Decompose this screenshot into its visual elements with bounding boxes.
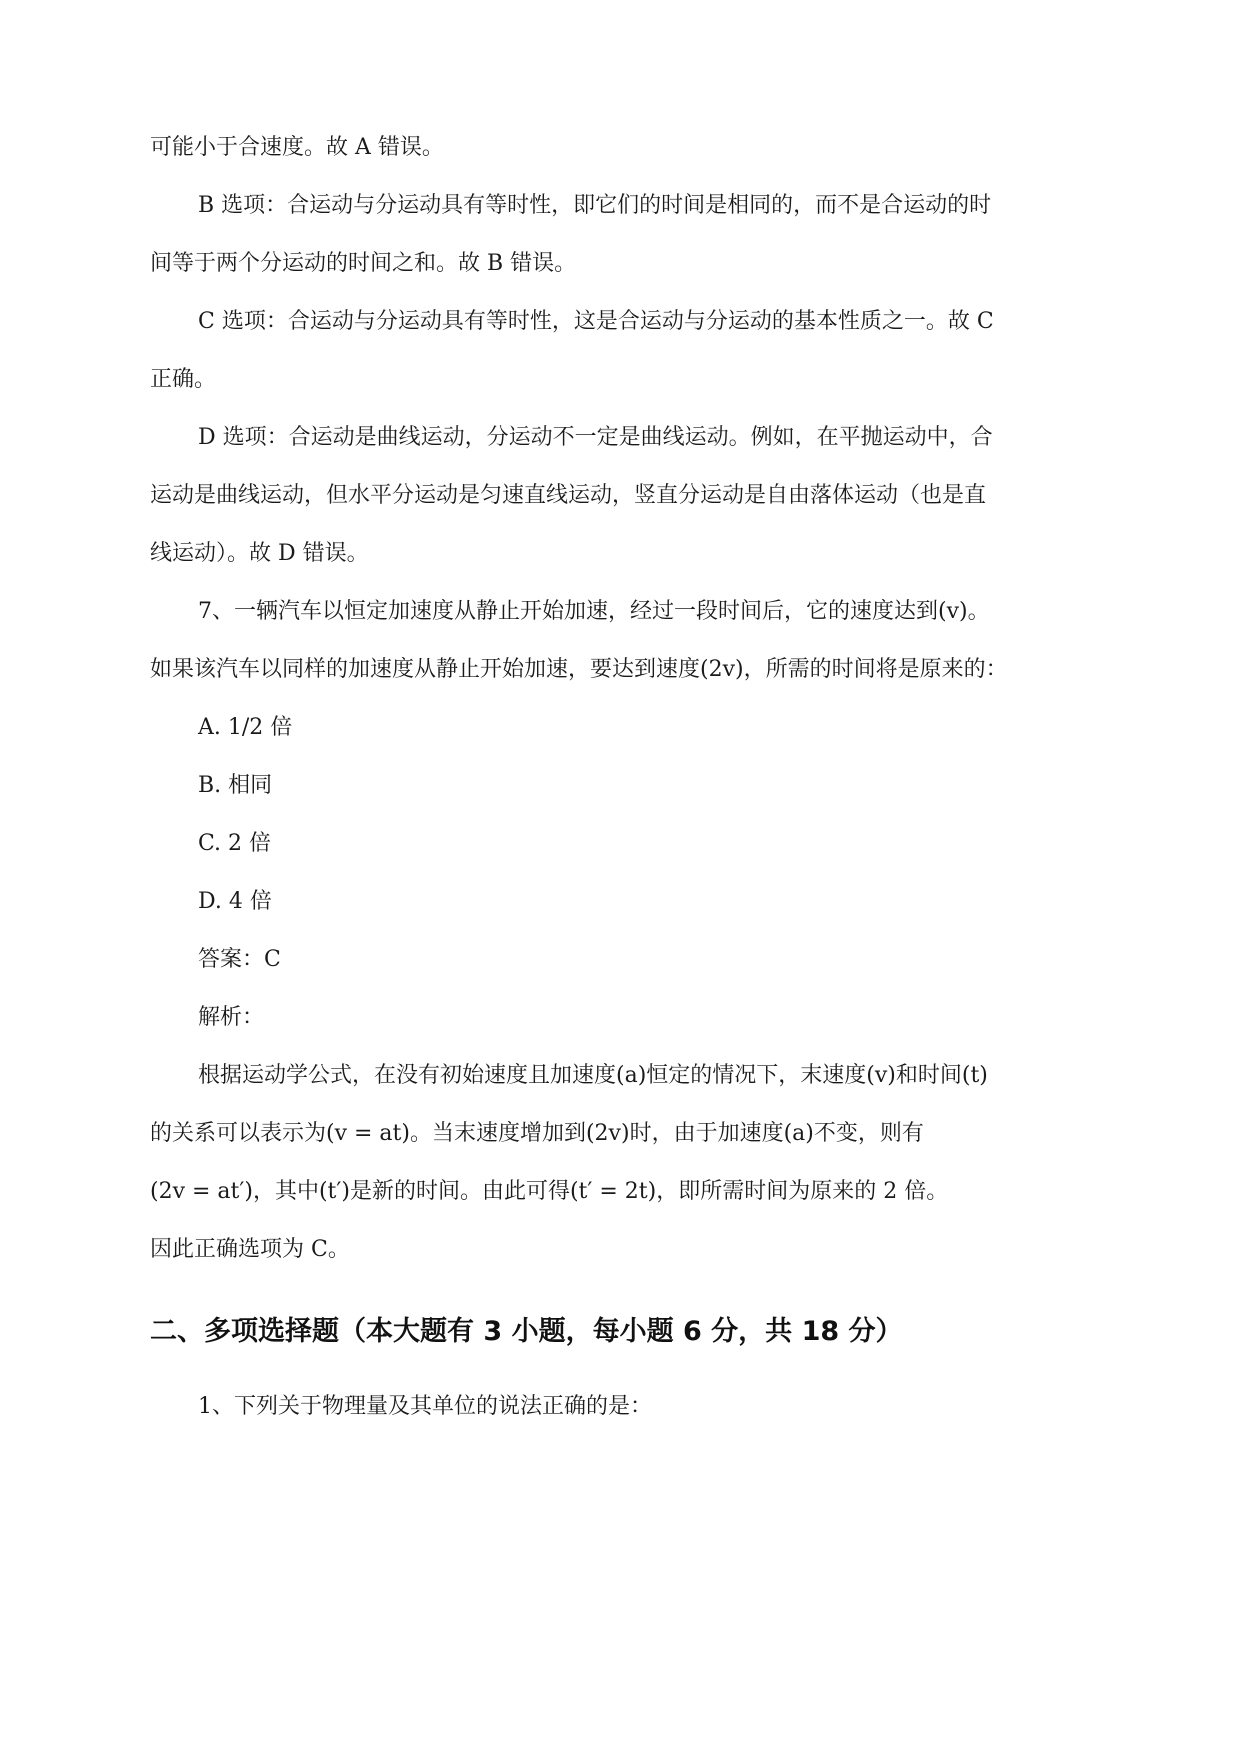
analysis-line-4: 因此正确选项为 C。: [150, 1237, 350, 1262]
question-7-line-1: 7、一辆汽车以恒定加速度从静止开始加速，经过一段时间后，它的速度达到(v)。: [198, 599, 990, 624]
option-b-line-1: B 选项：合运动与分运动具有等时性，即它们的时间是相同的，而不是合运动的时: [198, 193, 992, 218]
choice-d: D. 4 倍: [198, 889, 272, 914]
option-d-line-1: D 选项：合运动是曲线运动，分运动不一定是曲线运动。例如，在平抛运动中，合: [198, 425, 993, 450]
analysis-line-2: 的关系可以表示为(v = at)。当末速度增加到(2v)时，由于加速度(a)不变，则有: [150, 1121, 924, 1146]
option-a-continuation: 可能小于合速度。故 A 错误。: [150, 135, 444, 160]
answer-line: 答案：C: [198, 947, 281, 972]
choice-c: C. 2 倍: [198, 831, 272, 856]
choice-b: B. 相同: [198, 773, 273, 798]
choice-a: A. 1/2 倍: [198, 715, 293, 740]
analysis-line-1: 根据运动学公式，在没有初始速度且加速度(a)恒定的情况下，末速度(v)和时间(t): [198, 1063, 988, 1088]
section-heading: 二、多项选择题（本大题有 3 小题，每小题 6 分，共 18 分）: [150, 1316, 903, 1347]
option-b-line-2: 间等于两个分运动的时间之和。故 B 错误。: [150, 251, 577, 276]
question-7-line-2: 如果该汽车以同样的加速度从静止开始加速，要达到速度(2v)，所需的时间将是原来的：: [150, 657, 1008, 682]
section-2-question-1: 1、下列关于物理量及其单位的说法正确的是：: [198, 1394, 652, 1419]
option-d-line-3: 线运动）。故 D 错误。: [150, 541, 369, 566]
analysis-label: 解析：: [198, 1005, 265, 1030]
option-c-line-2: 正确。: [150, 367, 217, 392]
analysis-line-3: (2v = at′)，其中(t′)是新的时间。由此可得(t′ = 2t)，即所需时间为原来的 2 倍。: [150, 1179, 949, 1204]
option-c-line-1: C 选项：合运动与分运动具有等时性，这是合运动与分运动的基本性质之一。故 C: [198, 309, 994, 334]
option-d-line-2: 运动是曲线运动，但水平分运动是匀速直线运动，竖直分运动是自由落体运动（也是直: [150, 483, 987, 508]
